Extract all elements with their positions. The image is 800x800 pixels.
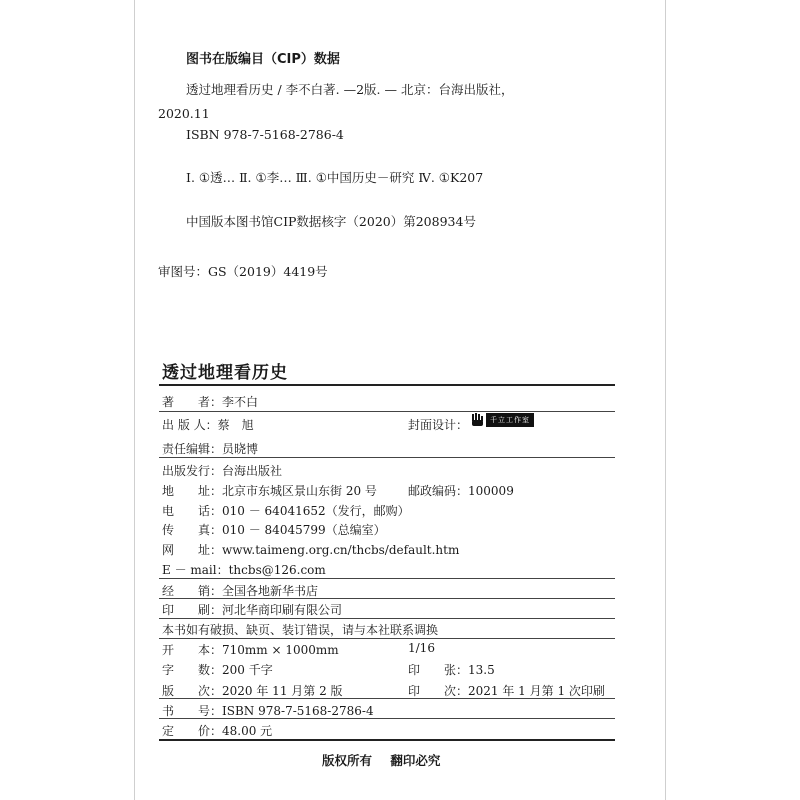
postcode-value: 100009 — [468, 484, 514, 498]
cip-line-1: 透过地理看历史 / 李不白著. —2版. — 北京：台海出版社， — [186, 82, 514, 97]
sheets-value: 13.5 — [468, 663, 495, 677]
printer-label: 印 刷： — [162, 603, 223, 617]
word-count-label: 字 数： — [162, 663, 223, 677]
row-publisher-person — [162, 416, 254, 433]
publisher-person-label: 出 版 人： — [162, 418, 218, 432]
fax-value: 010 － 84045799（总编室） — [222, 523, 386, 537]
row-fax — [162, 521, 386, 538]
rule — [159, 457, 615, 458]
cip-line-2: 2020.11 — [158, 106, 210, 121]
row-cover-design — [408, 416, 468, 433]
sheets-label: 印 张： — [408, 663, 469, 677]
author-value: 李不白 — [222, 395, 259, 409]
distributor-label: 出版发行： — [162, 464, 223, 478]
row-postcode — [408, 482, 514, 499]
author-label: 著 者： — [162, 395, 223, 409]
editor-value: 员晓博 — [222, 442, 259, 456]
website-value: www.taimeng.org.cn/thcbs/default.htm — [222, 543, 460, 557]
address-value: 北京市东城区景山东街 20 号 — [222, 484, 377, 498]
publisher-person-value: 蔡 旭 — [217, 418, 254, 432]
copyright-notice: 版权所有 翻印必究 — [322, 753, 441, 768]
rule — [159, 578, 615, 579]
rule — [159, 598, 615, 599]
cover-design-studio: 千立工作室 — [486, 413, 534, 427]
cover-design-label: 封面设计： — [408, 418, 469, 432]
website-label: 网 址： — [162, 543, 223, 557]
edition-value: 2020 年 11 月第 2 版 — [222, 684, 343, 698]
book-number-value: ISBN 978-7-5168-2786-4 — [222, 704, 374, 718]
rule — [159, 638, 615, 639]
printing-label: 印 次： — [408, 684, 469, 698]
bottom-rule — [159, 739, 615, 741]
row-price — [162, 722, 272, 739]
row-book-number — [162, 702, 374, 719]
cip-classification: Ⅰ. ①透… Ⅱ. ①李… Ⅲ. ①中国历史－研究 Ⅳ. ①K207 — [186, 170, 484, 185]
price-label: 定 价： — [162, 724, 223, 738]
rule — [159, 618, 615, 619]
word-count-value: 200 千字 — [222, 663, 273, 677]
cip-heading: 图书在版编目（CIP）数据 — [186, 52, 340, 67]
row-email — [162, 561, 326, 578]
printer-value: 河北华商印刷有限公司 — [222, 603, 343, 617]
row-dealer — [162, 582, 318, 599]
hand-icon — [470, 413, 484, 427]
phone-label: 电 话： — [162, 504, 223, 518]
row-sheets — [408, 661, 495, 678]
printing-value: 2021 年 1 月第 1 次印刷 — [468, 684, 605, 698]
distributor-value: 台海出版社 — [222, 464, 283, 478]
email-value: thcbs@126.com — [228, 563, 326, 577]
book-number-label: 书 号： — [162, 704, 223, 718]
row-word-count — [162, 661, 273, 678]
cip-number: 中国版本图书馆CIP数据核字（2020）第208934号 — [186, 214, 476, 229]
rule — [159, 698, 615, 699]
cover-design-seal — [470, 412, 534, 428]
row-distributor — [162, 462, 282, 479]
format-value: 710mm × 1000mm — [222, 643, 339, 657]
title-rule — [159, 384, 615, 386]
price-value: 48.00 元 — [222, 724, 273, 738]
map-review-number: 审图号：GS（2019）4419号 — [158, 264, 328, 279]
row-printer — [162, 601, 342, 618]
editor-label: 责任编辑： — [162, 442, 223, 456]
address-label: 地 址： — [162, 484, 223, 498]
format-label: 开 本： — [162, 643, 223, 657]
row-editor — [162, 440, 258, 457]
format-fold: 1/16 — [408, 641, 435, 655]
row-format — [162, 641, 339, 658]
row-author — [162, 393, 258, 410]
row-edition — [162, 682, 343, 699]
postcode-label: 邮政编码： — [408, 484, 469, 498]
cip-isbn: ISBN 978-7-5168-2786-4 — [186, 127, 344, 142]
dealer-label: 经 销： — [162, 584, 223, 598]
email-label: E － mail： — [162, 563, 229, 577]
book-title: 透过地理看历史 — [162, 363, 288, 383]
fax-label: 传 真： — [162, 523, 223, 537]
row-address — [162, 482, 377, 499]
defect-notice: 本书如有破损、缺页、装订错误，请与本社联系调换 — [162, 623, 439, 637]
row-phone — [162, 502, 410, 519]
phone-value: 010 － 64041652（发行，邮购） — [222, 504, 410, 518]
row-website — [162, 541, 459, 558]
rule — [159, 411, 615, 412]
dealer-value: 全国各地新华书店 — [222, 584, 319, 598]
rule — [159, 718, 615, 719]
edition-label: 版 次： — [162, 684, 223, 698]
row-printing — [408, 682, 605, 699]
